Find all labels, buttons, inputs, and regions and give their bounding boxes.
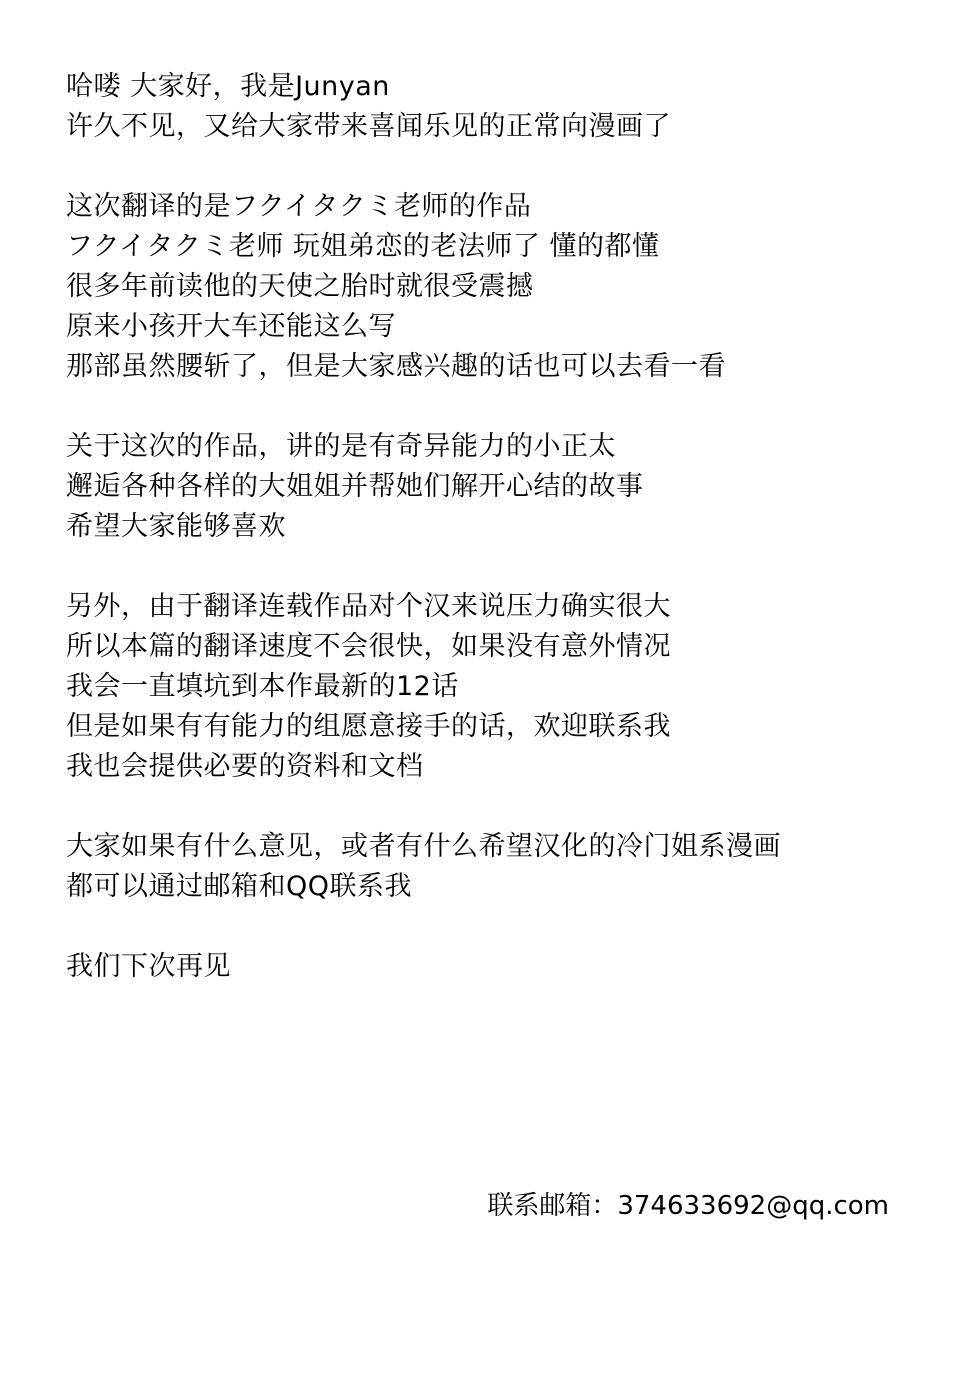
text-line: フクイタクミ老师 玩姐弟恋的老法师了 懂的都懂 — [66, 231, 660, 262]
text-line: 那部虽然腰斩了，但是大家感兴趣的话也可以去看一看 — [66, 351, 726, 382]
text-line: 所以本篇的翻译速度不会很快，如果没有意外情况 — [66, 631, 671, 662]
text-line: 大家如果有什么意见，或者有什么希望汉化的冷门姐系漫画 — [66, 831, 781, 862]
text-line: 邂逅各种各样的大姐姐并帮她们解开心结的故事 — [66, 471, 644, 502]
text-line: 但是如果有有能力的组愿意接手的话，欢迎联系我 — [66, 711, 671, 742]
contact-email: 联系邮箱：374633692@qq.com — [487, 1191, 889, 1221]
text-line: 我会一直填坑到本作最新的12话 — [66, 671, 459, 702]
text-line: 这次翻译的是フクイタクミ老师的作品 — [66, 191, 532, 222]
text-line: 关于这次的作品，讲的是有奇异能力的小正太 — [66, 431, 616, 462]
text-line: 另外，由于翻译连载作品对个汉来说压力确实很大 — [66, 591, 671, 622]
text-line: 我们下次再见 — [66, 951, 231, 982]
text-line: 哈喽 大家好，我是Junyan — [66, 71, 390, 102]
text-line: 原来小孩开大车还能这么写 — [66, 311, 396, 342]
text-line: 我也会提供必要的资料和文档 — [66, 751, 424, 782]
text-line: 许久不见，又给大家带来喜闻乐见的正常向漫画了 — [66, 111, 671, 142]
text-line: 希望大家能够喜欢 — [66, 511, 286, 542]
text-line: 很多年前读他的天使之胎时就很受震撼 — [66, 271, 534, 302]
text-line: 都可以通过邮箱和QQ联系我 — [66, 871, 413, 902]
